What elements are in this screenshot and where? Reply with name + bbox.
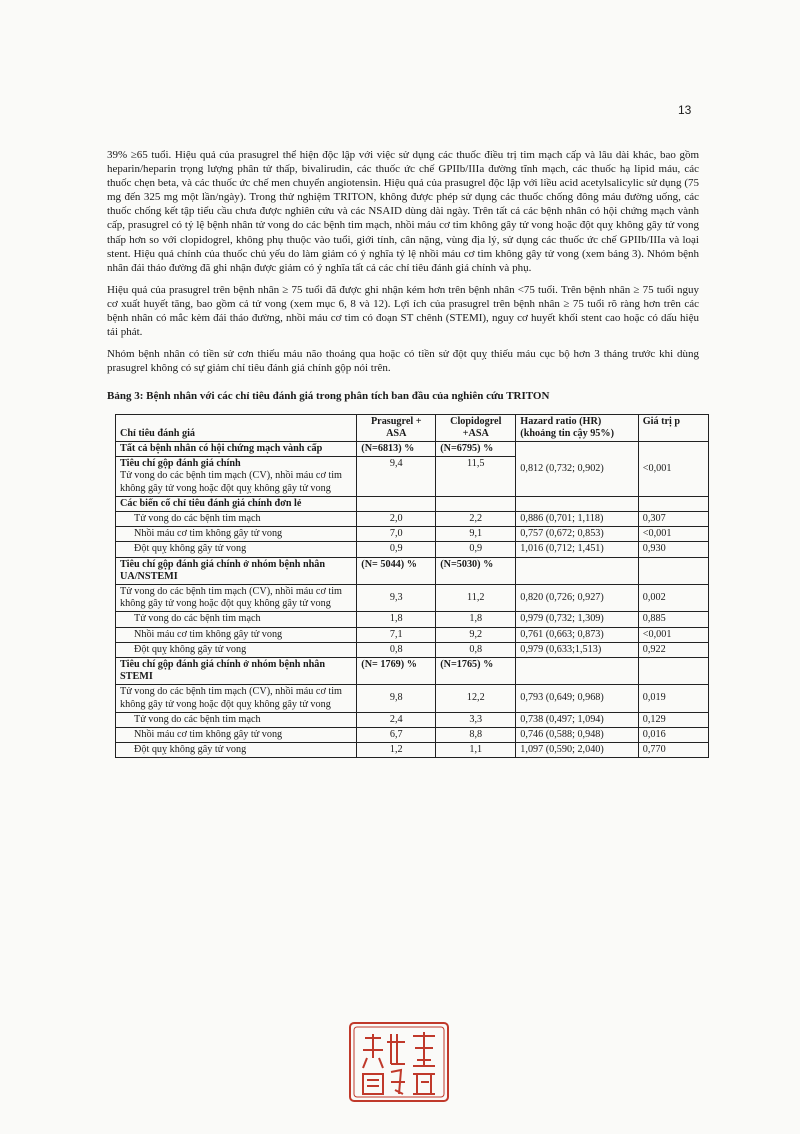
paragraph: 39% ≥65 tuổi. Hiệu quả của prasugrel thể hiện độc lập với việc sử dụng các thuốc điều trị tim mạch cấp và lâu dài khác, bao gồm heparin/heparin trọng lượng phân tử thấp, bivalirudin, các thuốc ức chế GPIIb/IIIa đường tĩnh mạch, các thuốc hạ lipid máu, các thuốc chẹn beta, và các thuốc ức chế men chuyển angiotensin. Hiệu quả của prasugrel độc lập với liều acid acetylsalicylic sử dụng (75 mg đến 325 mg một lần/ngày). Trong thử nghiệm TRITON, không được phép sử dụng các thuốc chống đông máu đường uống, các thuốc chống kết tập tiểu cầu chưa được nghiên cứu và các NSAID dùng dài ngày. Trên tất cả các bệnh nhân có hội chứng mạch vành cấp, prasugrel có tỷ lệ bệnh nhân tử vong do các bệnh tim mạch, nhồi máu cơ tim không gây tử vong hoặc đột quỵ không gây tử vong thấp hơn so với clopidogrel, không phụ thuộc vào tuổi, giới tính, cân nặng, vùng địa lý, sử dụng các thuốc ức chế GPIIb/IIIa và loại stent. Hiệu quả chính của thuốc chủ yếu do làm giảm có ý nghĩa tỷ lệ nhồi máu cơ tim không gây tử vong (xem bảng 3). Nhóm bệnh nhân đái tháo đường đã ghi nhận được giảm có ý nghĩa tất cả các chỉ tiêu đánh giá chính và phụ. — [107, 149, 699, 274]
section-n-prasugrel: (N= 5044) % — [357, 557, 436, 584]
hazard-ratio-cell: 1,097 (0,590; 2,040) — [516, 743, 638, 758]
row-label: Nhồi máu cơ tim không gây tử vong — [116, 627, 357, 642]
prasugrel-value: 0,8 — [357, 642, 436, 657]
row-label: Đột quỵ không gây tử vong — [116, 743, 357, 758]
hazard-ratio-cell: 1,016 (0,712; 1,451) — [516, 542, 638, 557]
hazard-ratio-cell: 0,793 (0,649; 0,968) — [516, 685, 638, 712]
clopidogrel-value: 9,1 — [436, 527, 516, 542]
section-label: Tất cả bệnh nhân có hội chứng mạch vành cấp — [116, 441, 357, 456]
row-label: Nhồi máu cơ tim không gây tử vong — [116, 527, 357, 542]
composite-description: Tử vong do các bệnh tim mạch (CV), nhồi máu cơ tim không gây tử vong hoặc đột quỵ không gây tử vong — [116, 584, 357, 611]
p-value-cell: 0,129 — [638, 712, 708, 727]
p-value-cell: 0,019 — [638, 685, 708, 712]
table-row — [116, 584, 709, 611]
hazard-ratio-cell: 0,761 (0,663; 0,873) — [516, 627, 638, 642]
red-seal-stamp — [347, 1020, 451, 1104]
section-n-prasugrel: (N= 1769) % — [357, 657, 436, 684]
table-caption: Bảng 3: Bệnh nhân với các chỉ tiêu đánh giá trong phân tích ban đầu của nghiên cứu TRITON — [107, 390, 550, 403]
clopidogrel-value: 1,1 — [436, 743, 516, 758]
empty-cell — [357, 496, 436, 511]
section-label: Tiêu chí gộp đánh giá chính ở nhóm bệnh nhân UA/NSTEMI — [116, 557, 357, 584]
clopidogrel-value: 9,2 — [436, 627, 516, 642]
section-n-clopidogrel: (N=6795) % — [436, 441, 516, 456]
clopidogrel-value: 11,5 — [436, 457, 516, 497]
clopidogrel-value: 8,8 — [436, 727, 516, 742]
prasugrel-value: 9,8 — [357, 685, 436, 712]
table-row — [116, 642, 709, 657]
section-label: Tiêu chí gộp đánh giá chính ở nhóm bệnh nhân STEMI — [116, 657, 357, 684]
header-criteria: Chỉ tiêu đánh giá — [116, 414, 357, 441]
table-row — [116, 527, 709, 542]
clopidogrel-value: 2,2 — [436, 511, 516, 526]
hazard-ratio-cell: 0,979 (0,633;1,513) — [516, 642, 638, 657]
prasugrel-value: 9,4 — [357, 457, 436, 497]
section-row — [116, 496, 709, 511]
table-row — [116, 712, 709, 727]
table-row — [116, 612, 709, 627]
hazard-ratio-cell: 0,746 (0,588; 0,948) — [516, 727, 638, 742]
row-label: Tử vong do các bệnh tim mạch — [116, 511, 357, 526]
clopidogrel-value: 11,2 — [436, 584, 516, 611]
p-value-cell: 0,002 — [638, 584, 708, 611]
header-prasugrel: Prasugrel + ASA — [357, 414, 436, 441]
prasugrel-value: 6,7 — [357, 727, 436, 742]
p-value-cell: 0,770 — [638, 743, 708, 758]
table-row — [116, 511, 709, 526]
p-value-cell: <0,001 — [638, 627, 708, 642]
composite-cell — [116, 457, 357, 497]
table-row — [116, 542, 709, 557]
table-row — [116, 727, 709, 742]
composite-label: Tiêu chí gộp đánh giá chính — [120, 458, 241, 470]
empty-cell — [516, 557, 638, 584]
header-clopidogrel: Clopidogrel +ASA — [436, 414, 516, 441]
prasugrel-value: 0,9 — [357, 542, 436, 557]
prasugrel-value: 9,3 — [357, 584, 436, 611]
results-table — [115, 414, 709, 759]
hazard-ratio-cell: 0,812 (0,732; 0,902) — [516, 441, 638, 496]
paragraph: Hiệu quả của prasugrel trên bệnh nhân ≥ 75 tuổi đã được ghi nhận kém hơn trên bệnh nhân <75 tuổi. Trên bệnh nhân ≥ 75 tuổi nguy cơ xuất huyết tăng, bao gồm cả tử vong (xem mục 6, 8 và 12). Lợi ích của prasugrel trên bệnh nhân ≥ 75 tuổi rõ ràng hơn trên các bệnh nhân có mắc kèm đái tháo đường, nhồi máu cơ tim có đoạn ST chênh (STEMI), nguy cơ huyết khối stent cao hoặc có dấu hiệu tái phát. — [107, 283, 699, 339]
empty-cell — [436, 496, 516, 511]
composite-description: Tử vong do các bệnh tim mạch (CV), nhồi máu cơ tim không gây tử vong hoặc đột quỵ không gây tử vong — [116, 685, 357, 712]
p-value-cell: <0,001 — [638, 441, 708, 496]
clopidogrel-value: 0,8 — [436, 642, 516, 657]
p-value-cell: 0,307 — [638, 511, 708, 526]
p-value-cell: 0,922 — [638, 642, 708, 657]
table-row — [116, 627, 709, 642]
header-p-value: Giá trị p — [638, 414, 708, 441]
empty-cell — [638, 657, 708, 684]
row-label: Nhồi máu cơ tim không gây tử vong — [116, 727, 357, 742]
empty-cell — [638, 557, 708, 584]
prasugrel-value: 2,0 — [357, 511, 436, 526]
section-row — [116, 557, 709, 584]
clopidogrel-value: 3,3 — [436, 712, 516, 727]
p-value-cell: 0,930 — [638, 542, 708, 557]
section-row — [116, 441, 709, 456]
row-label: Tử vong do các bệnh tim mạch — [116, 712, 357, 727]
row-label: Đột quỵ không gây tử vong — [116, 542, 357, 557]
section-row — [116, 657, 709, 684]
clopidogrel-value: 1,8 — [436, 612, 516, 627]
prasugrel-value: 7,1 — [357, 627, 436, 642]
p-value-cell: 0,016 — [638, 727, 708, 742]
empty-cell — [516, 657, 638, 684]
prasugrel-value: 7,0 — [357, 527, 436, 542]
hazard-ratio-cell: 0,738 (0,497; 1,094) — [516, 712, 638, 727]
hazard-ratio-cell: 0,757 (0,672; 0,853) — [516, 527, 638, 542]
hazard-ratio-cell: 0,979 (0,732; 1,309) — [516, 612, 638, 627]
prasugrel-value: 2,4 — [357, 712, 436, 727]
composite-description: Tử vong do các bệnh tim mạch (CV), nhồi máu cơ tim không gây tử vong hoặc đột quỵ không gây tử vong — [120, 470, 342, 494]
clopidogrel-value: 0,9 — [436, 542, 516, 557]
paragraph: Nhóm bệnh nhân có tiền sử cơn thiếu máu não thoáng qua hoặc có tiền sử đột quỵ thiếu máu cục bộ hơn 3 tháng trước khi dùng prasugrel không có sự giảm chỉ tiêu đánh giá chính gộp nói trên. — [107, 348, 699, 375]
section-n-prasugrel: (N=6813) % — [357, 441, 436, 456]
table-row — [116, 743, 709, 758]
page-number: 13 — [678, 103, 692, 117]
document-body — [107, 148, 699, 758]
section-label: Các biến cố chỉ tiêu đánh giá chính đơn lẻ — [116, 496, 357, 511]
header-hazard-ratio: Hazard ratio (HR) (khoảng tin cậy 95%) — [516, 414, 638, 441]
prasugrel-value: 1,8 — [357, 612, 436, 627]
table-header-row — [116, 414, 709, 441]
empty-cell — [516, 496, 638, 511]
p-value-cell: <0,001 — [638, 527, 708, 542]
empty-cell — [638, 496, 708, 511]
hazard-ratio-cell: 0,820 (0,726; 0,927) — [516, 584, 638, 611]
row-label: Đột quỵ không gây tử vong — [116, 642, 357, 657]
p-value-cell: 0,885 — [638, 612, 708, 627]
section-n-clopidogrel: (N=1765) % — [436, 657, 516, 684]
row-label: Tử vong do các bệnh tim mạch — [116, 612, 357, 627]
table-row — [116, 685, 709, 712]
section-n-clopidogrel: (N=5030) % — [436, 557, 516, 584]
prasugrel-value: 1,2 — [357, 743, 436, 758]
clopidogrel-value: 12,2 — [436, 685, 516, 712]
hazard-ratio-cell: 0,886 (0,701; 1,118) — [516, 511, 638, 526]
